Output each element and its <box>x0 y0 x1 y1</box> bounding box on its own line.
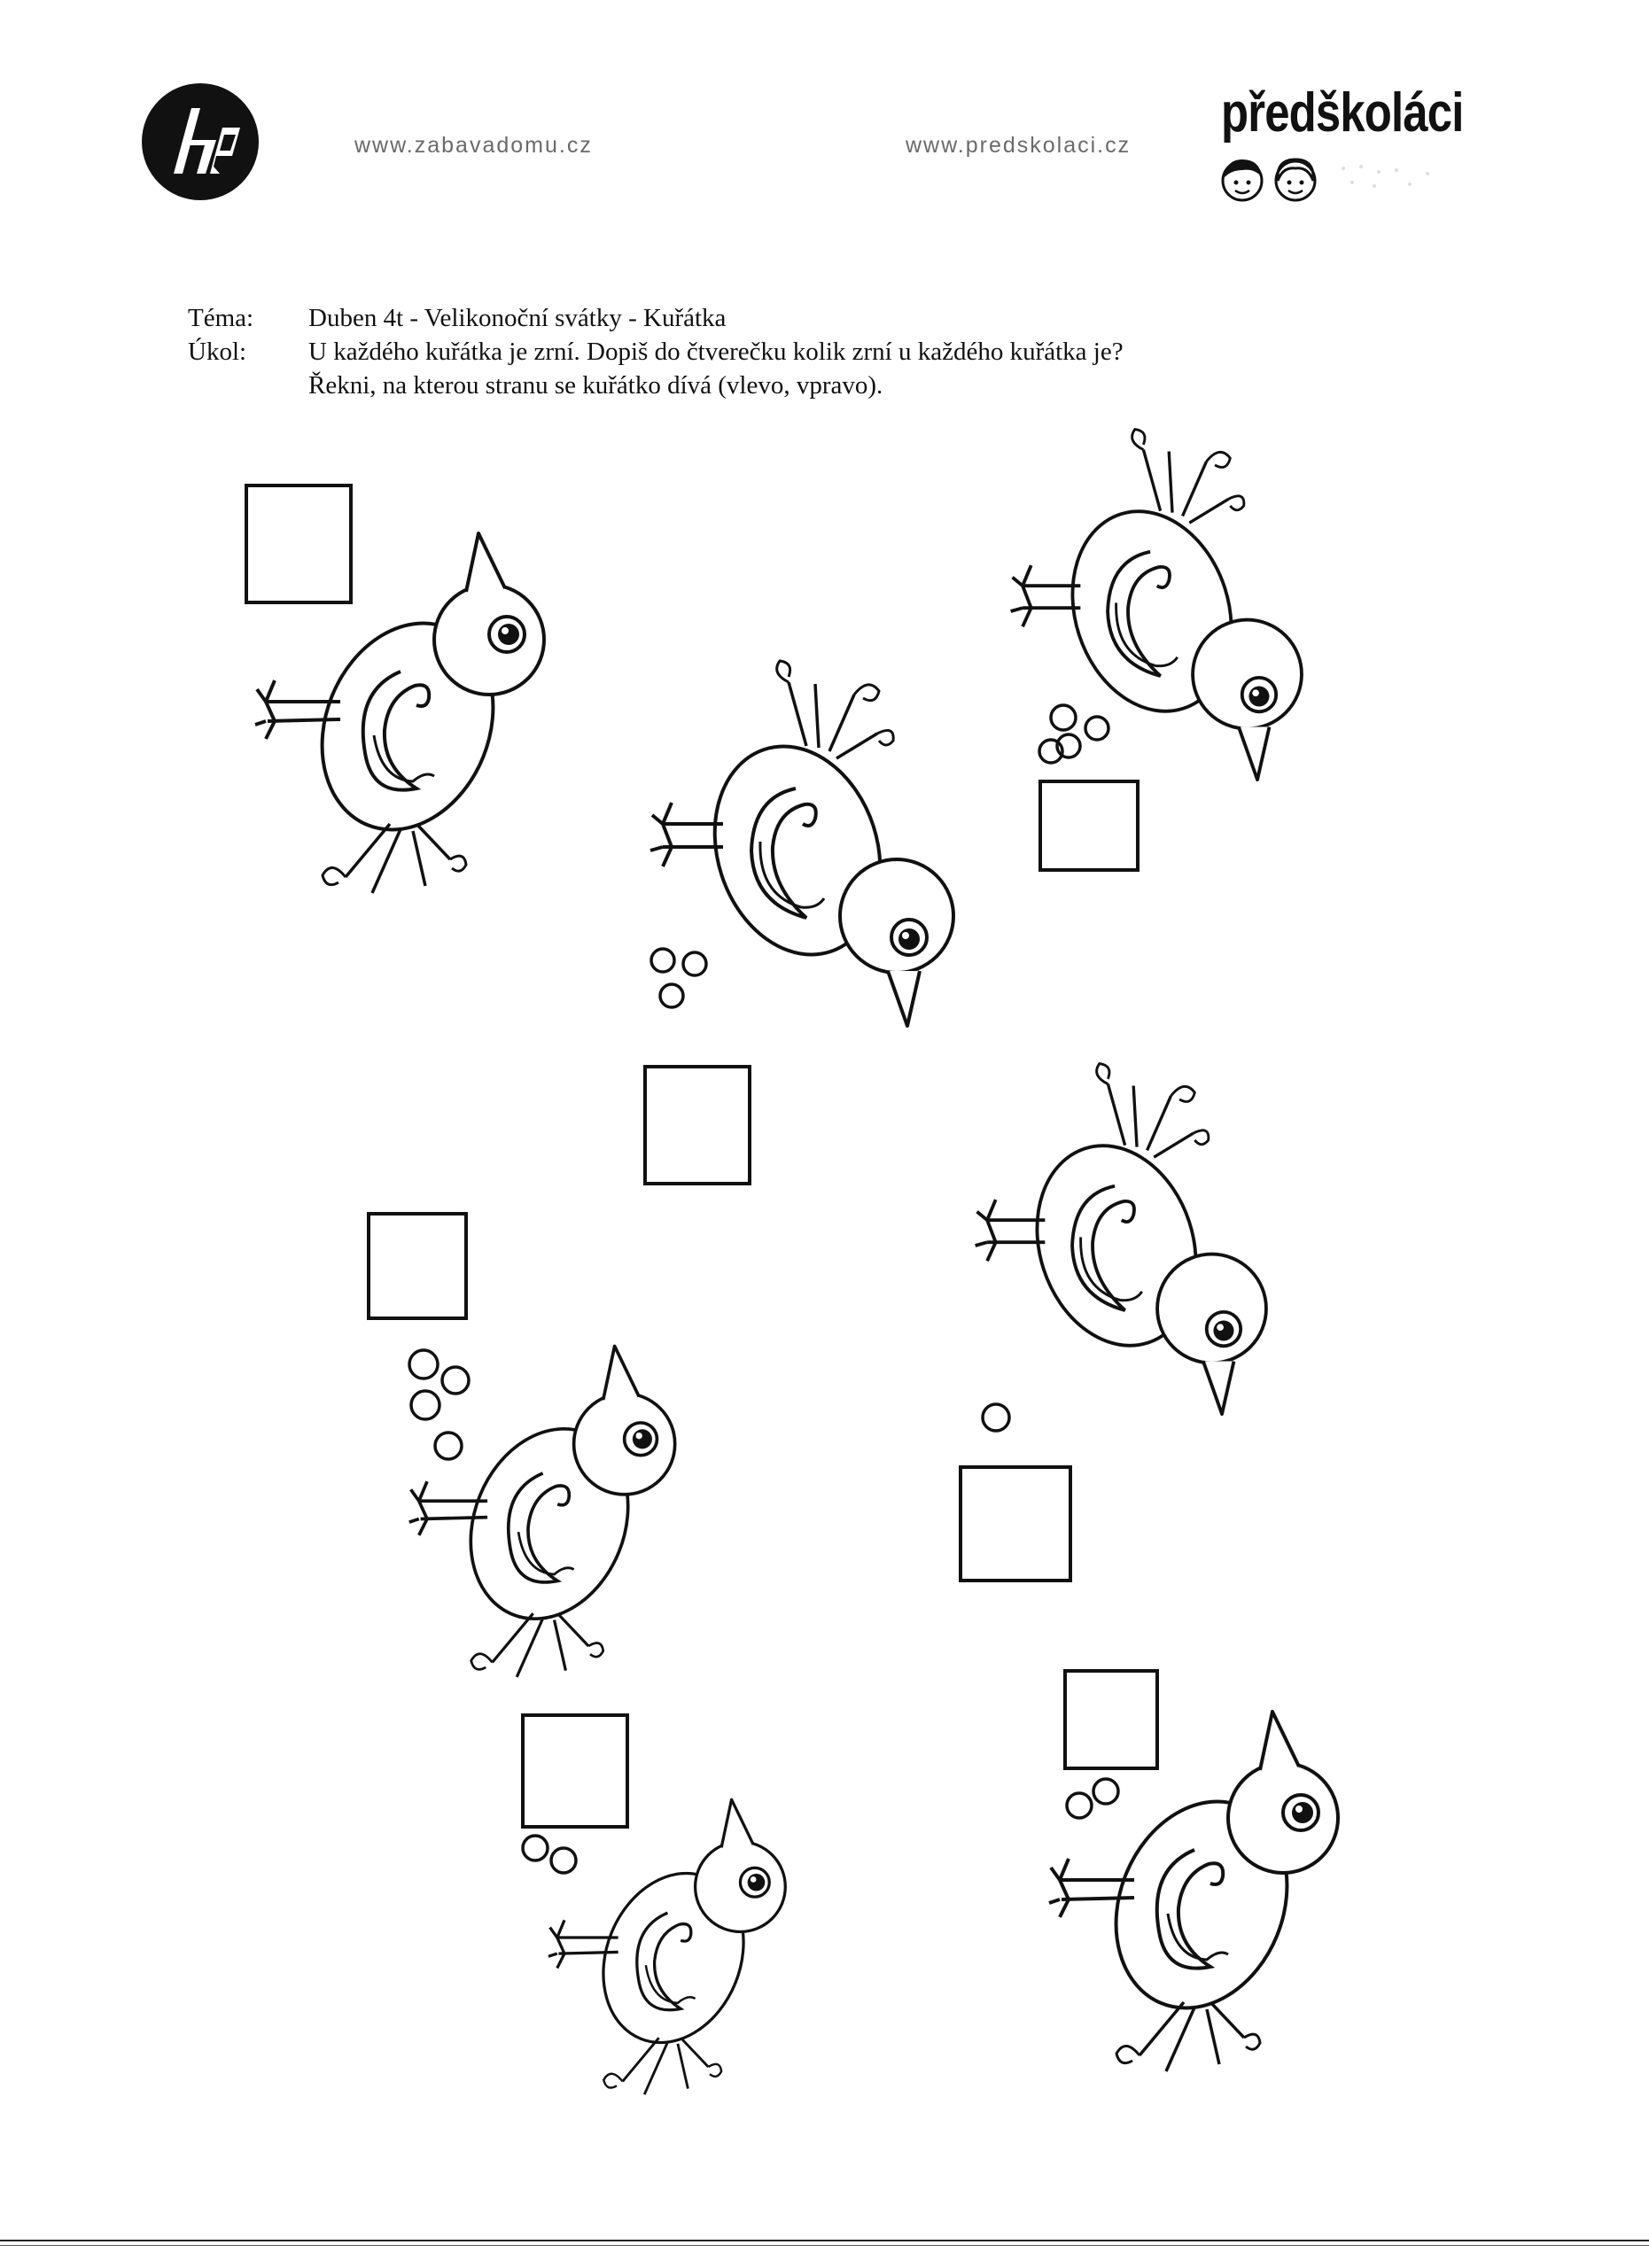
grain-icon <box>411 1391 439 1419</box>
answer-box[interactable] <box>1040 781 1138 870</box>
grain-icon <box>442 1367 469 1394</box>
topic-label: Téma: <box>188 304 254 332</box>
grain-icon <box>1093 1779 1118 1804</box>
grain-icon <box>683 952 706 975</box>
grain-icon <box>651 949 674 972</box>
grain-group <box>1039 705 1108 763</box>
grain-icon <box>660 984 683 1007</box>
grain-group <box>1067 1779 1118 1818</box>
chick-icon <box>255 533 544 893</box>
answer-box[interactable] <box>523 1715 627 1827</box>
chick-icon <box>409 1346 675 1677</box>
chick-icon <box>976 1064 1266 1415</box>
grain-group <box>651 949 706 1007</box>
chick-icon <box>1049 1712 1338 2071</box>
answer-box[interactable] <box>369 1214 466 1318</box>
grain-icon <box>983 1404 1009 1431</box>
answer-box[interactable] <box>246 485 351 602</box>
answer-box[interactable] <box>1065 1671 1157 1768</box>
url-zabavadomu[interactable]: www.zabavadomu.cz <box>354 133 593 158</box>
footer-rule <box>0 2245 1649 2246</box>
url-predskolaci[interactable]: www.predskolaci.cz <box>906 133 1132 158</box>
grain-icon <box>435 1433 462 1459</box>
grain-icon <box>523 1836 548 1860</box>
chick-icon <box>548 1799 785 2094</box>
brand-title: předškoláci <box>1221 82 1464 144</box>
grain-group <box>409 1350 469 1459</box>
footer-rule <box>0 2240 1649 2241</box>
grain-icon <box>1085 717 1108 740</box>
assignment-line-1: U každého kuřátka je zrní. Dopiš do čtverečku kolik zrní u každého kuřátka je? <box>308 338 1124 366</box>
chick-icon <box>650 661 953 1026</box>
grain-group <box>983 1404 1009 1431</box>
grain-group <box>523 1836 576 1873</box>
grain-icon <box>409 1350 438 1379</box>
grain-icon <box>1051 705 1076 730</box>
assignment-label: Úkol: <box>188 338 247 366</box>
answer-box[interactable] <box>961 1467 1070 1581</box>
grain-icon <box>1067 1793 1092 1818</box>
assignment-line-2: Řekni, na kterou stranu se kuřátko dívá (vlevo, vpravo). <box>308 371 883 400</box>
grain-icon <box>551 1848 576 1873</box>
topic-text: Duben 4t - Velikonoční svátky - Kuřátka <box>308 304 727 332</box>
answer-box[interactable] <box>645 1067 750 1184</box>
